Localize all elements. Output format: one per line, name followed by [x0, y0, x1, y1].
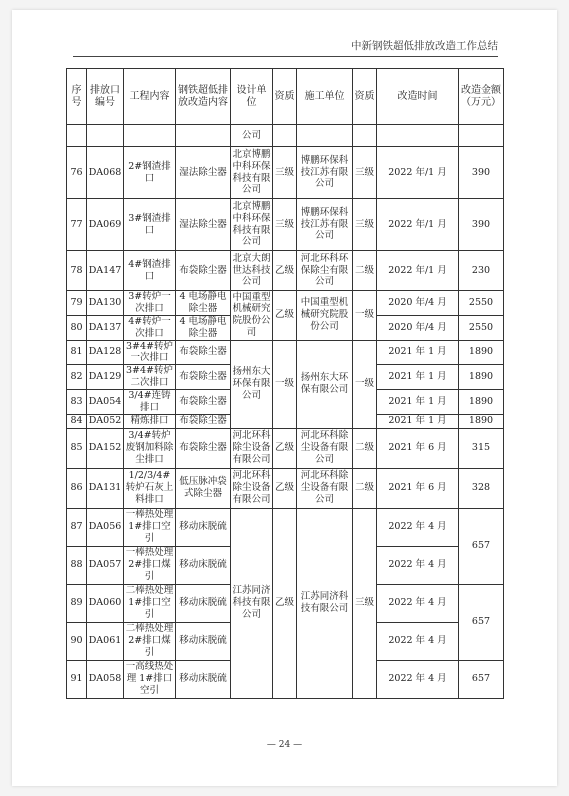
- amount-cell: 657: [459, 508, 504, 584]
- design-qual-cell: 三级: [273, 147, 297, 199]
- amount-cell: 2550: [459, 315, 504, 340]
- seq-cell: 76: [67, 147, 87, 199]
- seq-cell: 77: [67, 199, 87, 251]
- amount-cell: 1890: [459, 340, 504, 365]
- content-cell: 3#4#转炉二次排口: [124, 365, 176, 390]
- table-row: [67, 291, 504, 316]
- content-cell: 二棒热处理 1#排口空引: [124, 584, 176, 622]
- header-cell: 设计单位: [231, 69, 273, 125]
- table-header-row: [67, 69, 504, 125]
- table-row: [67, 251, 504, 291]
- build-qual-cell: 一级: [353, 340, 377, 428]
- code-cell: DA052: [87, 414, 124, 428]
- seq-cell: 87: [67, 508, 87, 546]
- method-cell: 布袋除尘器: [176, 390, 231, 415]
- seq-cell: 90: [67, 622, 87, 660]
- design-unit-cell: 北京博鹏中科环保科技有限公司: [231, 199, 273, 251]
- code-cell: DA060: [87, 584, 124, 622]
- content-cell: 一高线热处理 1#排口空引: [124, 660, 176, 698]
- time-cell: 2022 年 4 月: [377, 622, 459, 660]
- method-cell: 低压脉冲袋式除尘器: [176, 468, 231, 508]
- method-cell: 布袋除尘器: [176, 251, 231, 291]
- amount-cell: 230: [459, 251, 504, 291]
- design-qual-cell: 三级: [273, 199, 297, 251]
- content-cell: 3#4#转炉一次排口: [124, 340, 176, 365]
- design-unit-cell: 北京博鹏中科环保科技有限公司: [231, 147, 273, 199]
- content-cell: 4#钢渣排口: [124, 251, 176, 291]
- method-cell: 移动床脱硫: [176, 660, 231, 698]
- build-unit-cell: 扬州东大环保有限公司: [297, 340, 353, 428]
- code-cell: DA147: [87, 251, 124, 291]
- content-cell: 一棒热处理 2#排口煤引: [124, 546, 176, 584]
- seq-cell: 88: [67, 546, 87, 584]
- time-cell: 2022 年/1 月: [377, 147, 459, 199]
- build-unit-cell: 河北环科除尘设备有限公司: [297, 468, 353, 508]
- amount-cell: 328: [459, 468, 504, 508]
- time-cell: 2021 年 1 月: [377, 414, 459, 428]
- content-cell: 3/4#连铸排口: [124, 390, 176, 415]
- design-unit-cell: 公司: [231, 125, 273, 147]
- build-qual-cell: 三级: [353, 147, 377, 199]
- amount-cell: 1890: [459, 365, 504, 390]
- code-cell: DA057: [87, 546, 124, 584]
- design-unit-cell: 江苏同济科技有限公司: [231, 508, 273, 698]
- content-cell: 1/2/3/4#转炉石灰上料排口: [124, 468, 176, 508]
- header-cell: 钢铁超低排放改造内容: [176, 69, 231, 125]
- code-cell: DA069: [87, 199, 124, 251]
- header-cell: 资质: [353, 69, 377, 125]
- build-unit-cell: 博鹏环保科技江苏有限公司: [297, 147, 353, 199]
- table-row: [67, 428, 504, 468]
- time-cell: 2021 年 6 月: [377, 428, 459, 468]
- project-table: [66, 68, 504, 699]
- content-cell: 2#钢渣排口: [124, 147, 176, 199]
- table-row: [67, 468, 504, 508]
- code-cell: DA130: [87, 291, 124, 316]
- page-number: — 24 —: [266, 740, 303, 750]
- seq-cell: 83: [67, 390, 87, 415]
- amount-cell: 1890: [459, 390, 504, 415]
- build-unit-cell: 河北环科除尘设备有限公司: [297, 428, 353, 468]
- code-cell: DA129: [87, 365, 124, 390]
- seq-cell: 80: [67, 315, 87, 340]
- build-unit-cell: 中国重型机械研究院股份公司: [297, 291, 353, 341]
- seq-cell: 86: [67, 468, 87, 508]
- seq-cell: 82: [67, 365, 87, 390]
- build-unit-cell: 江苏同济科技有限公司: [297, 508, 353, 698]
- design-qual-cell: 乙级: [273, 251, 297, 291]
- table-row: [67, 508, 504, 546]
- code-cell: DA128: [87, 340, 124, 365]
- document-page: [12, 10, 557, 786]
- build-qual-cell: 二级: [353, 468, 377, 508]
- content-cell: 二棒热处理 2#排口煤引: [124, 622, 176, 660]
- design-qual-cell: 乙级: [273, 508, 297, 698]
- design-unit-cell: 河北环科除尘设备有限公司: [231, 468, 273, 508]
- method-cell: 4 电场静电除尘器: [176, 315, 231, 340]
- build-qual-cell: 三级: [353, 508, 377, 698]
- time-cell: 2020 年/4 月: [377, 291, 459, 316]
- running-header: 中新钢铁超低排放改造工作总结: [73, 38, 498, 57]
- time-cell: 2021 年 1 月: [377, 390, 459, 415]
- table-row: [67, 340, 504, 365]
- code-cell: DA061: [87, 622, 124, 660]
- seq-cell: 81: [67, 340, 87, 365]
- time-cell: 2022 年 4 月: [377, 508, 459, 546]
- design-qual-cell: 一级: [273, 340, 297, 428]
- method-cell: 布袋除尘器: [176, 340, 231, 365]
- design-unit-cell: 扬州东大环保有限公司: [231, 340, 273, 428]
- time-cell: 2020 年/4 月: [377, 315, 459, 340]
- header-cell: 改造时间: [377, 69, 459, 125]
- design-qual-cell: 乙级: [273, 291, 297, 341]
- seq-cell: 85: [67, 428, 87, 468]
- design-unit-cell: 河北环科除尘设备有限公司: [231, 428, 273, 468]
- code-cell: DA137: [87, 315, 124, 340]
- amount-cell: 390: [459, 147, 504, 199]
- method-cell: 4 电场静电除尘器: [176, 291, 231, 316]
- content-cell: 一棒热处理 1#排口空引: [124, 508, 176, 546]
- design-unit-cell: 中国重型机械研究院股份公司: [232, 291, 271, 339]
- amount-cell: 390: [459, 199, 504, 251]
- amount-cell: 657: [459, 660, 504, 698]
- amount-cell: 2550: [459, 291, 504, 316]
- content-cell: 4#转炉一次排口: [124, 315, 176, 340]
- build-unit-cell: 博鹏环保科技江苏有限公司: [297, 199, 353, 251]
- design-qual-cell: 乙级: [273, 468, 297, 508]
- method-cell: 布袋除尘器: [176, 428, 231, 468]
- method-cell: 布袋除尘器: [176, 365, 231, 390]
- time-cell: 2021 年 1 月: [377, 365, 459, 390]
- build-unit-cell: 河北环科环保除尘有限公司: [297, 251, 353, 291]
- content-cell: 3/4#转炉废钢加料除尘排口: [124, 428, 176, 468]
- method-cell: 布袋除尘器: [176, 414, 231, 428]
- content-cell: 精炼排口: [124, 414, 176, 428]
- time-cell: 2022 年/1 月: [377, 199, 459, 251]
- time-cell: 2022 年 4 月: [377, 546, 459, 584]
- time-cell: 2022 年/1 月: [377, 251, 459, 291]
- code-cell: DA131: [87, 468, 124, 508]
- table-row: [67, 125, 504, 147]
- method-cell: 湿法除尘器: [176, 199, 231, 251]
- amount-cell: 1890: [459, 414, 504, 428]
- content-cell: 3#转炉一次排口: [124, 291, 176, 316]
- header-cell: 序号: [67, 69, 87, 125]
- amount-cell: 315: [459, 428, 504, 468]
- seq-cell: 79: [67, 291, 87, 316]
- build-qual-cell: 一级: [353, 291, 377, 341]
- header-cell: 施工单位: [297, 69, 353, 125]
- code-cell: DA054: [87, 390, 124, 415]
- build-qual-cell: 二级: [353, 251, 377, 291]
- table-row: [67, 147, 504, 199]
- seq-cell: 89: [67, 584, 87, 622]
- code-cell: DA152: [87, 428, 124, 468]
- design-qual-cell: 乙级: [273, 428, 297, 468]
- time-cell: 2021 年 1 月: [377, 340, 459, 365]
- code-cell: DA058: [87, 660, 124, 698]
- content-cell: 3#钢渣排口: [124, 199, 176, 251]
- method-cell: 移动床脱硫: [176, 508, 231, 546]
- amount-cell: 657: [459, 584, 504, 660]
- time-cell: 2022 年 4 月: [377, 660, 459, 698]
- seq-cell: 91: [67, 660, 87, 698]
- design-unit-cell: 北京大朗世达科技公司: [231, 251, 273, 291]
- time-cell: 2022 年 4 月: [377, 584, 459, 622]
- header-cell: 资质: [273, 69, 297, 125]
- build-qual-cell: 三级: [353, 199, 377, 251]
- method-cell: 湿法除尘器: [176, 147, 231, 199]
- build-qual-cell: 二级: [353, 428, 377, 468]
- seq-cell: 84: [67, 414, 87, 428]
- seq-cell: 78: [67, 251, 87, 291]
- method-cell: 移动床脱硫: [176, 546, 231, 584]
- code-cell: DA068: [87, 147, 124, 199]
- header-cell: 改造金额（万元）: [459, 69, 504, 125]
- table-row: [67, 199, 504, 251]
- header-cell: 排放口编号: [87, 69, 124, 125]
- code-cell: DA056: [87, 508, 124, 546]
- method-cell: 移动床脱硫: [176, 622, 231, 660]
- method-cell: 移动床脱硫: [176, 584, 231, 622]
- time-cell: 2021 年 6 月: [377, 468, 459, 508]
- header-cell: 工程内容: [124, 69, 176, 125]
